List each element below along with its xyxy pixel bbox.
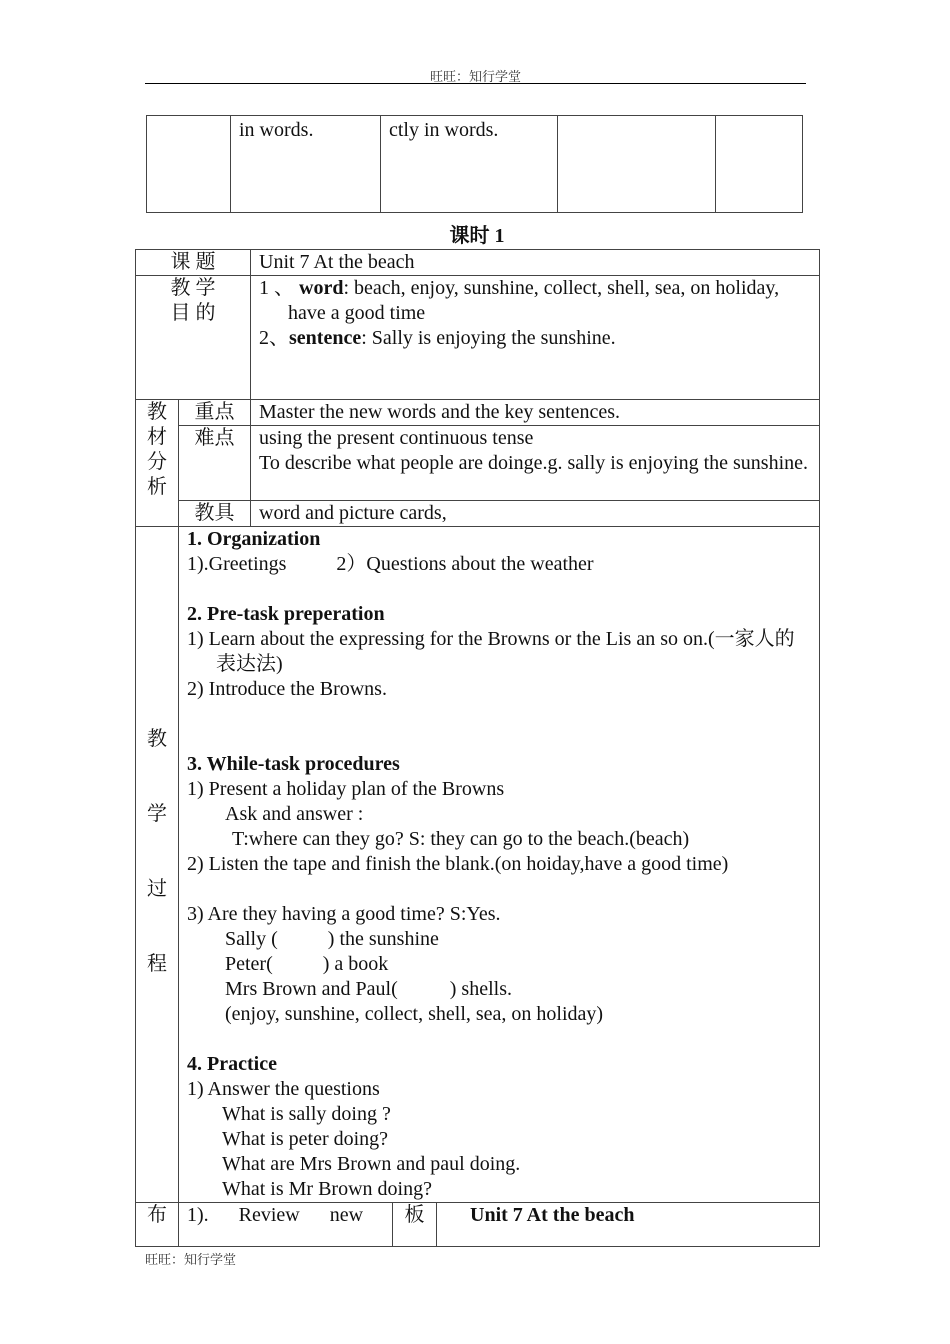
objectives-label [136, 276, 251, 400]
difficult-line1: using the present continuous tense [259, 427, 534, 449]
page-header: 旺旺：知行学堂 [429, 70, 521, 85]
fill-blank-text: Peter( [225, 953, 273, 975]
objective-words-keyword: word [299, 277, 344, 299]
objectives-content [251, 276, 820, 400]
topic-row [136, 250, 820, 276]
section-pretask-title: 2. Pre-task preperation [187, 603, 385, 625]
objective-words [259, 276, 811, 301]
table-row [147, 116, 803, 213]
question-item: What is Mr Brown doing? [222, 1178, 432, 1200]
question-item: What is sally doing ? [222, 1103, 391, 1125]
fill-blank-text: ) the sunshine [327, 928, 439, 950]
homework-label: 布 [136, 1203, 179, 1247]
greetings-item: 1).Greetings [187, 553, 287, 575]
fill-blank-text: ) a book [322, 953, 389, 975]
list-item: 3) Are they having a good time? S:Yes. [187, 903, 501, 925]
homework-text [179, 1203, 393, 1247]
key-point-value: Master the new words and the key sentences. [251, 400, 820, 426]
objective-sentence-prefix: 2、 [259, 327, 289, 349]
topic-value: Unit 7 At the beach [251, 250, 820, 276]
table-cell: in words. [231, 116, 381, 213]
question-item: What are Mrs Brown and paul doing. [222, 1153, 521, 1175]
analysis-label: 教材分析 [136, 400, 179, 527]
lesson-title: 课时 1 [449, 225, 505, 247]
fill-blank-text: Sally ( [225, 928, 278, 950]
key-point-row [136, 400, 820, 426]
objective-words-cont: have a good time [288, 302, 426, 324]
process-content [179, 527, 820, 1203]
objectives-row [136, 276, 820, 400]
page-footer: 旺旺：知行学堂 [145, 1253, 237, 1268]
process-label-char: 程 [147, 953, 167, 975]
tools-row [136, 501, 820, 527]
objectives-label-line2: 目 的 [170, 302, 216, 324]
lesson-plan-table [135, 249, 820, 1247]
topic-label: 课 题 [136, 250, 251, 276]
process-label [136, 527, 179, 1203]
list-item: 1) Present a holiday plan of the Browns [187, 778, 505, 800]
objectives-label-line1: 教 学 [170, 277, 216, 299]
tools-label: 教具 [179, 501, 251, 527]
process-label-char: 学 [147, 803, 167, 825]
list-item: 2) Listen the tape and finish the blank.(on hoiday,have a good time) [187, 853, 729, 875]
objective-sentence-text: : Sally is enjoying the sunshine. [361, 327, 616, 349]
fill-blank-line [187, 927, 811, 952]
difficult-point-value [251, 426, 820, 501]
process-row [136, 527, 820, 1203]
section-whiletask-title: 3. While-task procedures [187, 753, 400, 775]
continued-table [146, 115, 803, 213]
fill-blank-text: ) shells. [449, 978, 512, 1000]
board-label: 板 [393, 1203, 437, 1247]
list-item: 2) Introduce the Browns. [187, 678, 387, 700]
fill-blank-text: Mrs Brown and Paul( [225, 978, 398, 1000]
fill-blank-line [187, 977, 811, 1002]
table-cell [716, 116, 803, 213]
homework-text-value: 1). Review new [187, 1204, 364, 1226]
objective-words-prefix: 1 、 [259, 277, 294, 299]
question-item: What is peter doing? [222, 1128, 389, 1150]
objective-words-list: : beach, enjoy, sunshine, collect, shell, sea, on holiday, [343, 277, 780, 299]
section-organization-title: 1. Organization [187, 528, 321, 550]
fill-blank-line [187, 952, 811, 977]
process-label-char: 教 [147, 728, 167, 750]
word-list: (enjoy, sunshine, collect, shell, sea, on holiday) [225, 1003, 604, 1025]
tools-value: word and picture cards, [251, 501, 820, 527]
header-divider [145, 83, 806, 84]
key-point-label: 重点 [179, 400, 251, 426]
weather-item: 2）Questions about the weather [336, 553, 594, 575]
section-practice-title: 4. Practice [187, 1053, 277, 1075]
difficult-line2: To describe what people are doinge.g. sally is enjoying the sunshine. [259, 452, 809, 474]
difficult-point-label: 难点 [179, 426, 251, 501]
list-item: 1) Learn about the expressing for the Browns or the Lis an so on.(一家人的表达法) [187, 628, 795, 675]
table-cell [558, 116, 716, 213]
greetings-line [187, 552, 811, 577]
list-item: T:where can they go? S: they can go to the beach.(beach) [232, 828, 690, 850]
list-item: Ask and answer : [225, 803, 364, 825]
table-cell: ctly in words. [381, 116, 558, 213]
list-item: 1) Answer the questions [187, 1078, 380, 1100]
objective-sentence-keyword: sentence [289, 327, 362, 349]
process-label-char: 过 [147, 878, 167, 900]
objective-sentence [259, 326, 811, 351]
difficult-point-row [136, 426, 820, 501]
board-text: Unit 7 At the beach [437, 1203, 820, 1247]
table-cell [147, 116, 231, 213]
bottom-row [136, 1203, 820, 1247]
